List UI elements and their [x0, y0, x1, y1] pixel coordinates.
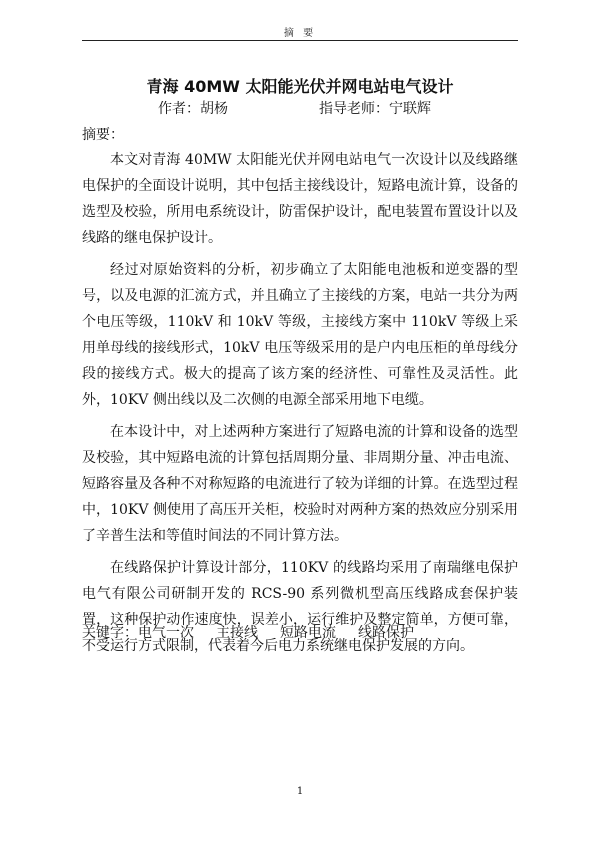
keyword-item: 短路电流 — [280, 625, 336, 641]
keyword-item: 电气一次 — [138, 625, 194, 641]
keywords-line — [82, 622, 436, 642]
keyword-item: 线路保护 — [358, 625, 414, 641]
keywords-label: 关键字： — [82, 625, 138, 641]
abstract-paragraph: 在本设计中，对上述两种方案进行了短路电流的计算和设备的选型及校验，其中短路电流的计算包括周期分量、非周期分量、冲击电流、短路容量及各种不对称短路的电流进行了较为详细的计算。在选型过程中，10KV 侧使用了高压开关柜，校验时对两种方案的热效应分别采用了辛普生法和等值时间法的不同计算方法。 — [82, 424, 518, 544]
document-title: 青海 40MW 太阳能光伏并网电站电气设计 — [146, 77, 454, 96]
abstract-paragraph: 在线路保护计算设计部分，110KV 的线路均采用了南瑞继电保护电气有限公司研制开发的 RCS-90 系列微机型高压线路成套保护装置，这种保护动作速度快，误差小，运行维护及整定简单，方便可靠，不受运行方式限制，代表着今后电力系统继电保护发展的方向。 — [82, 560, 518, 654]
page-number: 1 — [296, 786, 304, 797]
keyword-item: 主接线 — [216, 625, 258, 641]
running-header: 摘 要 — [283, 28, 317, 39]
abstract-paragraph: 本文对青海 40MW 太阳能光伏并网电站电气一次设计以及线路继电保护的全面设计说明，其中包括主接线设计，短路电流计算，设备的选型及校验，所用电系统设计，防雷保护设计，配电装置布置设计以及线路的继电保护设计。 — [82, 152, 518, 246]
abstract-label: 摘要： — [82, 127, 124, 143]
header-rule — [82, 40, 518, 41]
advisor-line: 指导老师：宁联辉 — [319, 101, 431, 117]
abstract-body — [82, 147, 518, 665]
author-line: 作者：胡杨 — [158, 101, 228, 117]
abstract-paragraph: 经过对原始资料的分析，初步确立了太阳能电池板和逆变器的型号，以及电源的汇流方式，并且确立了主接线的方案，电站一共分为两个电压等级，110kV 和 10kV 等级，主接线方案中 110kV 等级上采用单母线的接线形式，10kV 电压等级采用的是户内电压柜的单母线分段的接线方式。极大的提高了该方案的经济性、可靠性及灵活性。此外，10KV 侧出线以及二次侧的电源全部采用地下电缆。 — [82, 262, 518, 408]
